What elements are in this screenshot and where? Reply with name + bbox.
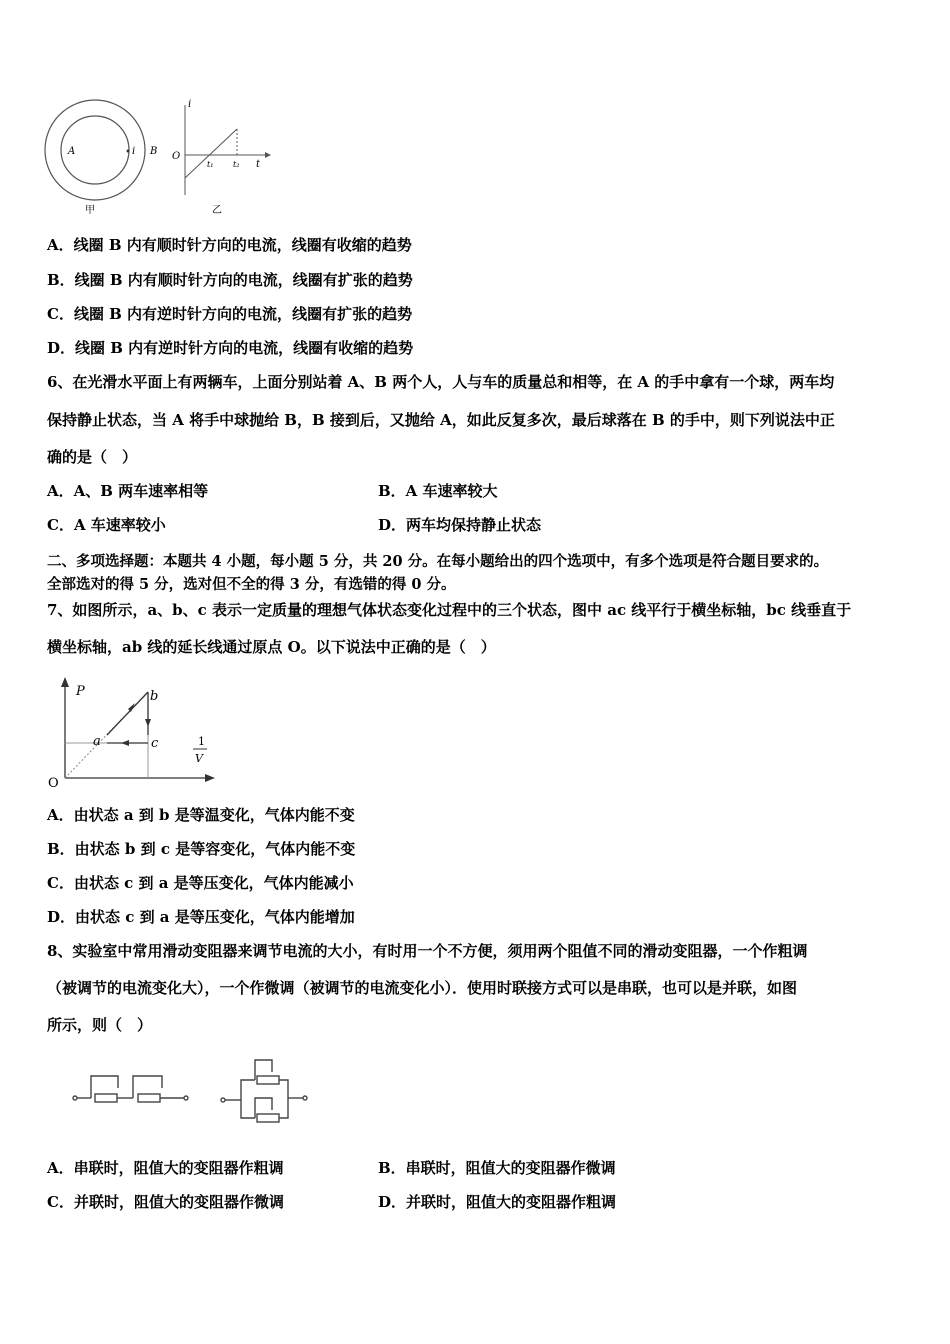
q6-option-a: A．A、B 两车速率相等 xyxy=(47,482,209,500)
q7-stem-line2: 横坐标轴，ab 线的延长线通过原点 O。以下说法中正确的是（ ） xyxy=(47,638,496,656)
q7-stem-line1: 7、如图所示，a、b、c 表示一定质量的理想气体状态变化过程中的三个状态，图中 ac 线平行于横坐标轴，bc 线垂直于 xyxy=(47,601,852,619)
label-yi: 乙 xyxy=(212,205,222,216)
q5-option-b: B．线圈 B 内有顺时针方向的电流，线圈有扩张的趋势 xyxy=(47,271,413,289)
q5-option-d: D．线圈 B 内有逆时针方向的电流，线圈有收缩的趋势 xyxy=(47,339,414,357)
q6-option-d: D．两车均保持静止状态 xyxy=(378,516,542,534)
label-t: t xyxy=(256,159,261,170)
figure-p-vs-inverse-v xyxy=(45,675,220,790)
q6-stem-line2: 保持静止状态，当 A 将手中球抛给 B，B 接到后，又抛给 A，如此反复多次，最后球落在 B 的手中，则下列说法中正 xyxy=(47,411,835,429)
q7-option-c: C．由状态 c 到 a 是等压变化，气体内能减小 xyxy=(47,874,354,892)
q8-stem-line1: 8、实验室中常用滑动变阻器来调节电流的大小，有时用一个不方便，须用两个阻值不同的滑动变阻器，一个作粗调 xyxy=(47,942,808,960)
figure-rheostat-circuits xyxy=(70,1055,320,1125)
figure-coils-and-current-graph xyxy=(40,95,280,220)
q7-option-a: A．由状态 a 到 b 是等温变化，气体内能不变 xyxy=(47,806,355,824)
label-origin-o: O xyxy=(48,776,59,790)
label-x-denominator: V xyxy=(195,752,203,765)
q8-option-a: A．串联时，阻值大的变阻器作粗调 xyxy=(47,1159,284,1177)
q7-option-d: D．由状态 c 到 a 是等压变化，气体内能增加 xyxy=(47,908,355,926)
q6-option-c: C．A 车速率较小 xyxy=(47,516,166,534)
label-t1: t₁ xyxy=(207,160,214,169)
q8-option-c: C．并联时，阻值大的变阻器作微调 xyxy=(47,1193,284,1211)
label-b: b xyxy=(150,689,159,704)
section2-heading-line1: 二、多项选择题：本题共 4 小题，每小题 5 分，共 20 分。在每小题给出的四个选项中，有多个选项是符合题目要求的。 xyxy=(47,553,829,570)
label-i-axis: i xyxy=(188,99,192,110)
q6-stem-line1: 6、在光滑水平面上有两辆车，上面分别站着 A、B 两个人，人与车的质量总和相等，在 A 的手中拿有一个球，两车均 xyxy=(47,373,835,391)
label-B: B xyxy=(150,146,158,157)
label-i: i xyxy=(132,146,136,157)
label-t2: t₂ xyxy=(233,160,240,169)
label-A: A xyxy=(68,146,76,157)
q5-option-c: C．线圈 B 内有逆时针方向的电流，线圈有扩张的趋势 xyxy=(47,305,413,323)
section2-heading-line2: 全部选对的得 5 分，选对但不全的得 3 分，有选错的得 0 分。 xyxy=(47,576,456,593)
label-jia: 甲 xyxy=(85,205,95,216)
q8-stem-line3: 所示，则（ ） xyxy=(47,1016,153,1034)
q8-option-d: D．并联时，阻值大的变阻器作粗调 xyxy=(378,1193,617,1211)
label-origin: O xyxy=(172,151,181,162)
q5-option-a: A．线圈 B 内有顺时针方向的电流，线圈有收缩的趋势 xyxy=(47,236,412,254)
q8-stem-line2: （被调节的电流变化大），一个作微调（被调节的电流变化小）．使用时联接方式可以是串联，也可以是并联，如图 xyxy=(47,979,798,997)
q6-option-b: B．A 车速率较大 xyxy=(378,482,498,500)
label-p: P xyxy=(76,684,85,699)
q6-stem-line3: 确的是（ ） xyxy=(47,448,138,466)
label-a: a xyxy=(93,734,101,749)
q8-option-b: B．串联时，阻值大的变阻器作微调 xyxy=(378,1159,616,1177)
label-c: c xyxy=(151,736,159,751)
label-x-numerator: 1 xyxy=(198,735,205,748)
q7-option-b: B．由状态 b 到 c 是等容变化，气体内能不变 xyxy=(47,840,356,858)
